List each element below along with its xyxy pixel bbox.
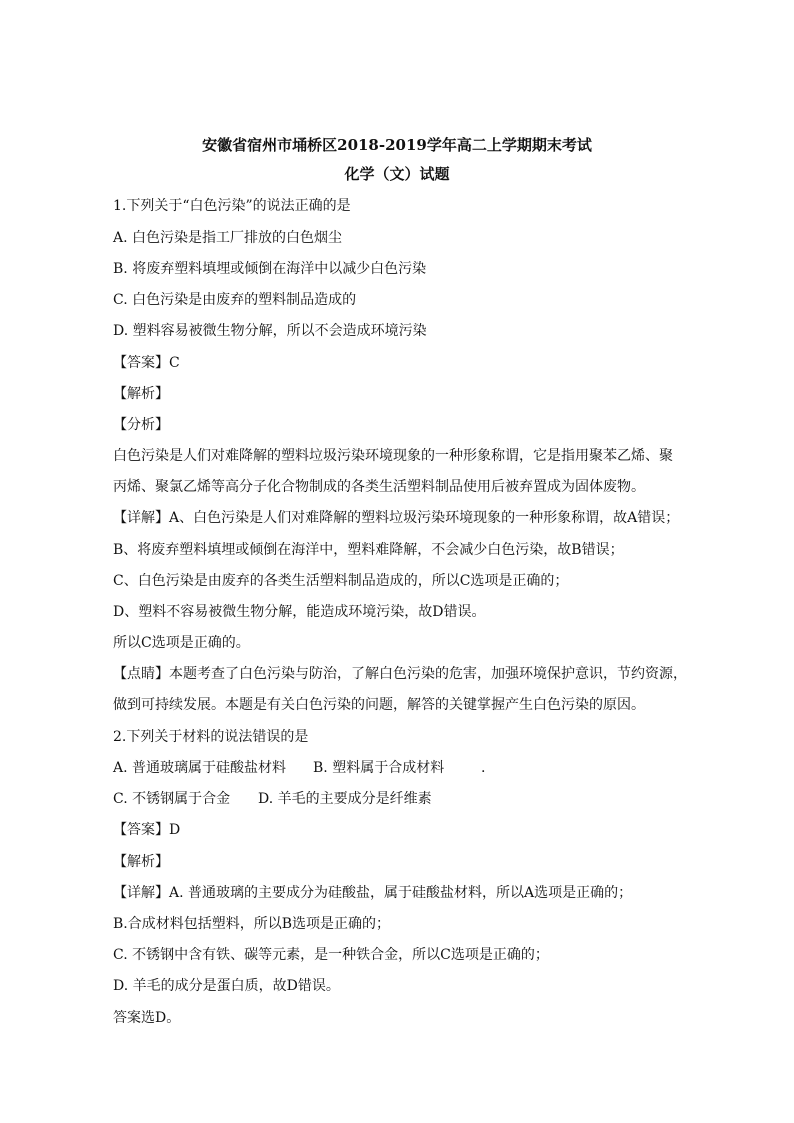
question-1-analysis-label: 【解析】 xyxy=(113,386,169,402)
question-1-comment-line: 【点睛】本题考查了白色污染与防治，了解白色污染的危害，加强环境保护意识，节约资源， xyxy=(113,666,687,682)
question-1-detail-line: D、塑料不容易被微生物分解，能造成环境污染，故D错误。 xyxy=(113,604,486,620)
question-1-detail-line: C、白色污染是由废弃的各类生活塑料制品造成的，所以C选项是正确的； xyxy=(113,573,569,589)
question-2-option-d: D. 羊毛的主要成分是纤维素 xyxy=(258,791,432,807)
question-1-detail-line: 所以C选项是正确的。 xyxy=(113,635,250,651)
question-1-option-d: D. 塑料容易被微生物分解，所以不会造成环境污染 xyxy=(113,323,427,339)
question-2-detail-line: C. 不锈钢中含有铁、碳等元素，是一种铁合金，所以C选项是正确的； xyxy=(113,947,549,963)
question-2-option-c: C. 不锈钢属于合金 xyxy=(113,791,231,807)
question-2-options-row-2 xyxy=(113,789,713,809)
question-2-answer: 【答案】D xyxy=(113,822,181,838)
question-2-option-b: B. 塑料属于合成材料 xyxy=(313,760,445,776)
question-1-answer: 【答案】C xyxy=(113,355,180,371)
document-subtitle: 化学（文）试题 xyxy=(344,165,450,183)
question-1-option-b: B. 将废弃塑料填埋或倾倒在海洋中以减少白色污染 xyxy=(113,261,427,277)
question-1-option-c: C. 白色污染是由废弃的塑料制品造成的 xyxy=(113,292,357,308)
question-2-conclusion: 答案选D。 xyxy=(113,1010,181,1026)
question-2-option-a: A. 普通玻璃属于硅酸盐材料 xyxy=(113,760,287,776)
question-2-options-row-1 xyxy=(113,758,713,778)
question-2-detail-line: D. 羊毛的成分是蛋白质，故D错误。 xyxy=(113,978,340,994)
question-1-detail-line: 【详解】A、白色污染是人们对难降解的塑料垃圾污染环境现象的一种形象称谓，故A错误； xyxy=(113,510,680,526)
question-1-option-a: A. 白色污染是指工厂排放的白色烟尘 xyxy=(113,230,343,246)
question-2-analysis-label: 【解析】 xyxy=(113,854,169,870)
question-1-fenxi-line: 丙烯、聚氯乙烯等高分子化合物制成的各类生活塑料制品使用后被弃置成为固体废物。 xyxy=(113,479,645,495)
question-1-detail-line: B、将废弃塑料填埋或倾倒在海洋中，塑料难降解，不会减少白色污染，故B错误； xyxy=(113,542,624,558)
question-2-stem: 2.下列关于材料的说法错误的是 xyxy=(113,729,309,745)
question-1-fenxi-line: 白色污染是人们对难降解的塑料垃圾污染环境现象的一种形象称谓，它是指用聚苯乙烯、聚 xyxy=(113,448,673,464)
question-2-detail-line: B.合成材料包括塑料，所以B选项是正确的； xyxy=(113,916,391,932)
question-2-detail-line: 【详解】A. 普通玻璃的主要成分为硅酸盐，属于硅酸盐材料，所以A选项是正确的； xyxy=(113,885,633,901)
question-1-stem: 1.下列关于“白色污染”的说法正确的是 xyxy=(113,198,351,214)
question-1-comment-line: 做到可持续发展。本题是有关白色污染的问题，解答的关键掌握产生白色污染的原因。 xyxy=(113,697,645,713)
question-2-dot: . xyxy=(481,760,486,776)
question-1-fenxi-label: 【分析】 xyxy=(113,417,169,433)
document-title: 安徽省宿州市埇桥区2018-2019学年高二上学期期末考试 xyxy=(202,136,592,154)
